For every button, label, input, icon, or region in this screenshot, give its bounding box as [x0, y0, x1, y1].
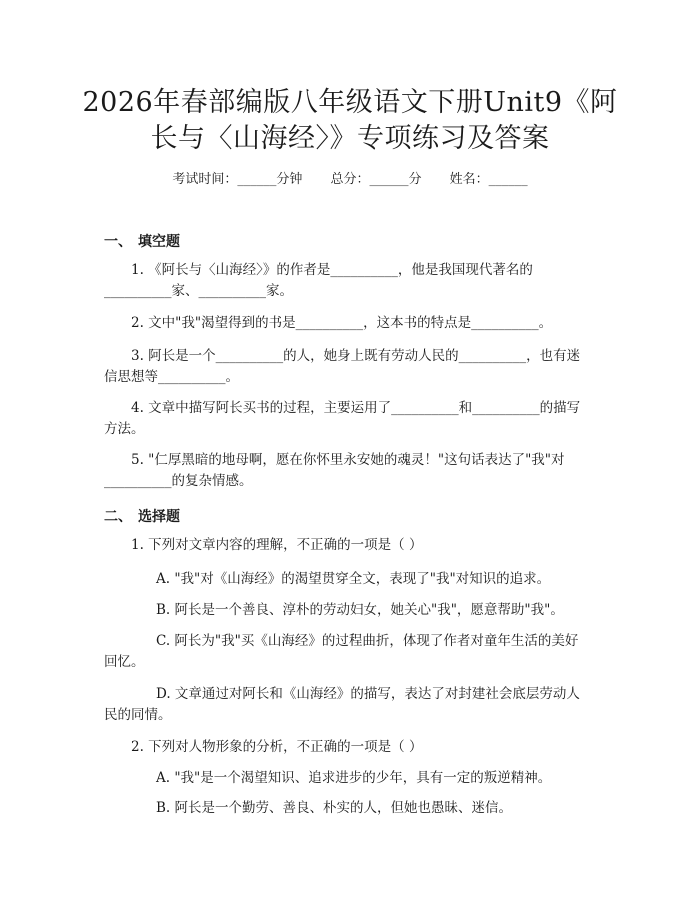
exam-time-field: 考试时间：______分钟 — [172, 172, 303, 187]
section-number: 一、 — [104, 234, 132, 250]
document-title-line-2: 长与〈山海经〉》专项练习及答案 — [150, 123, 550, 154]
section-number: 二、 — [104, 509, 132, 525]
option-line: A. "我"对《山海经》的渴望贯穿全文，表现了"我"对知识的追求。 — [156, 571, 551, 587]
section-heading-multiple-choice — [104, 506, 180, 526]
question-line: 1. 《阿长与〈山海经〉》的作者是__________，他是我国现代著名的 — [131, 262, 533, 278]
question-line: 方法。 — [104, 421, 145, 437]
question-line: 5. "仁厚黑暗的地母啊，愿在你怀里永安她的魂灵！"这句话表达了"我"对 — [131, 452, 565, 468]
exam-meta — [0, 168, 700, 187]
option-line: D. 文章通过对阿长和《山海经》的描写，表达了对封建社会底层劳动人 — [156, 686, 580, 702]
question-line: 2. 文中"我"渴望得到的书是__________，这本书的特点是__________。 — [131, 315, 553, 331]
option-line: A. "我"是一个渴望知识、追求进步的少年，具有一定的叛逆精神。 — [156, 770, 552, 786]
option-line: B. 阿长是一个善良、淳朴的劳动妇女，她关心"我"，愿意帮助"我"。 — [156, 602, 564, 618]
option-line: C. 阿长为"我"买《山海经》的过程曲折，体现了作者对童年生活的美好 — [156, 633, 579, 649]
option-line: B. 阿长是一个勤劳、善良、朴实的人，但她也愚昧、迷信。 — [156, 800, 513, 816]
option-line: 回忆。 — [104, 654, 145, 670]
section-title: 填空题 — [138, 234, 180, 250]
option-line: 民的同情。 — [104, 707, 172, 723]
question-line: 4. 文章中描写阿长买书的过程，主要运用了__________和__________的描写 — [131, 400, 581, 416]
question-line: 1. 下列对文章内容的理解，不正确的一项是（ ） — [131, 537, 423, 553]
section-heading-fill-blank — [104, 231, 180, 251]
student-name-field: 姓名：______ — [449, 172, 528, 187]
total-score-field: 总分：______分 — [330, 172, 422, 187]
document-title-line-1: 2026年春部编版八年级语文下册Unit9《阿 — [82, 87, 618, 118]
section-title: 选择题 — [138, 509, 180, 525]
question-line: __________家、__________家。 — [104, 283, 293, 299]
question-line: 信思想等__________。 — [104, 369, 239, 385]
question-line: __________的复杂情感。 — [104, 473, 253, 489]
question-line: 2. 下列对人物形象的分析，不正确的一项是（ ） — [131, 739, 423, 755]
question-line: 3. 阿长是一个__________的人，她身上既有劳动人民的__________，也有迷 — [131, 348, 581, 364]
